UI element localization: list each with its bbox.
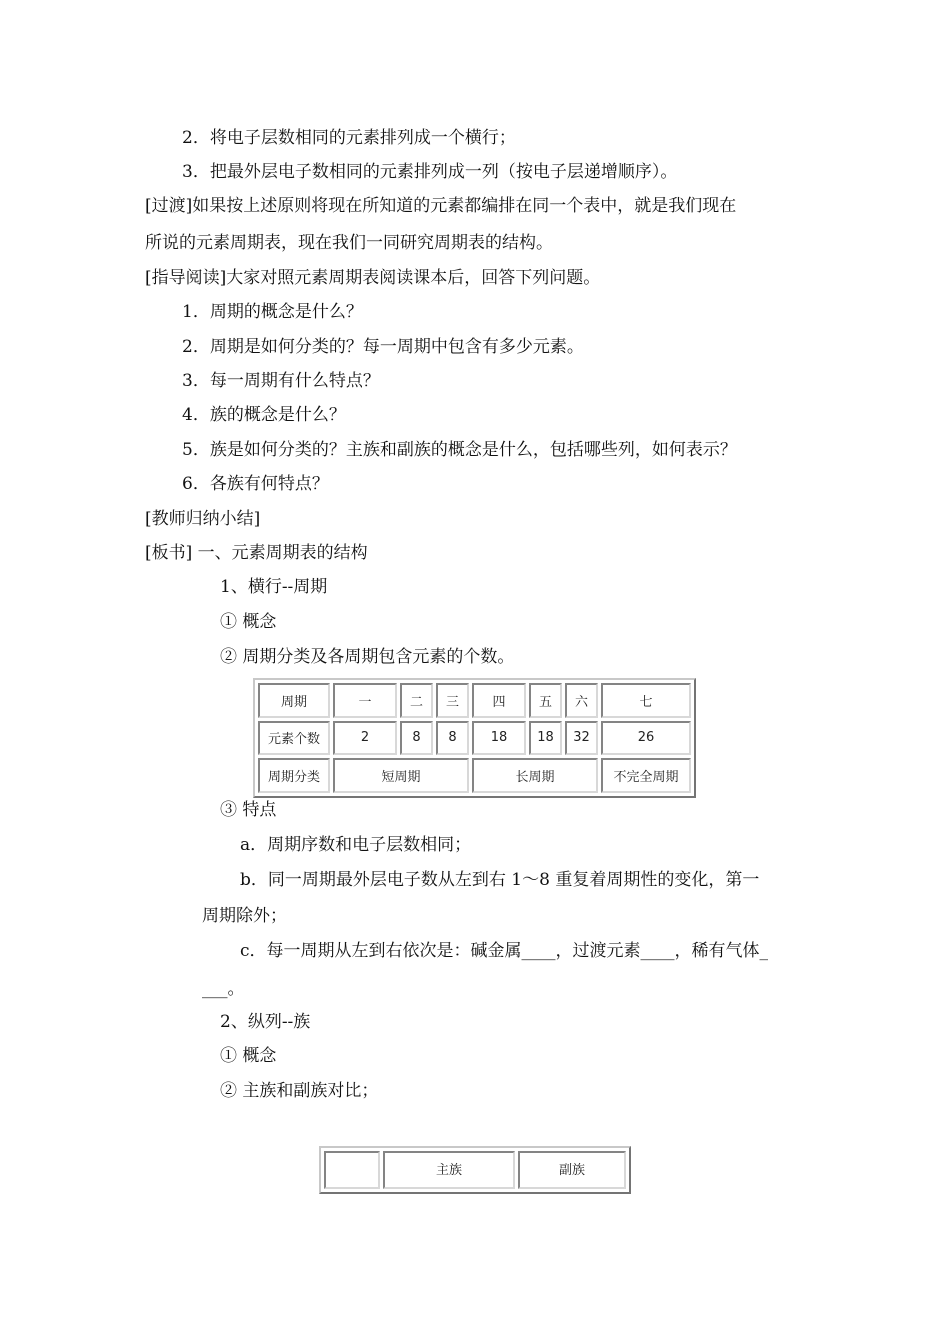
text-line: 1．周期的概念是什么？: [182, 302, 363, 322]
group-table: [319, 1146, 631, 1194]
table-row: [324, 1151, 626, 1189]
table-cell: 六: [565, 683, 598, 718]
table-cell: 不完全周期: [601, 758, 691, 793]
text-line: 5．族是如何分类的？主族和副族的概念是什么，包括哪些列，如何表示？: [182, 440, 737, 460]
table-cell: 四: [472, 683, 526, 718]
table-cell: 一: [333, 683, 397, 718]
table-row: [258, 758, 691, 793]
text-line: 所说的元素周期表，现在我们一同研究周期表的结构。: [145, 233, 553, 253]
text-line: 2、纵列--族: [220, 1012, 311, 1032]
text-line: 3．每一周期有什么特点？: [182, 371, 380, 391]
text-line: ③ 特点: [220, 800, 277, 820]
text-line: c．每一周期从左到右依次是：碱金属____，过渡元素____，稀有气体_: [240, 941, 769, 961]
table-cell: 26: [601, 721, 691, 756]
table-cell: 短周期: [333, 758, 469, 793]
table-cell: 长周期: [472, 758, 598, 793]
text-line: [板书] 一、元素周期表的结构: [145, 543, 368, 563]
table-row: [258, 721, 691, 756]
text-line: [指导阅读]大家对照元素周期表阅读课本后，回答下列问题。: [145, 268, 601, 288]
text-line: ① 概念: [220, 612, 277, 632]
text-line: ① 概念: [220, 1046, 277, 1066]
text-line: b．同一周期最外层电子数从左到右 1～8 重复着周期性的变化，第一: [240, 870, 760, 890]
table-cell: 五: [529, 683, 562, 718]
table-cell: 二: [400, 683, 433, 718]
table-cell: 主族: [383, 1151, 515, 1189]
text-line: 4．族的概念是什么？: [182, 405, 346, 425]
table-cell: 18: [529, 721, 562, 756]
table-cell: 副族: [518, 1151, 626, 1189]
table-cell: 8: [400, 721, 433, 756]
table-cell: 周期分类: [258, 758, 330, 793]
table-cell: 2: [333, 721, 397, 756]
table-cell: 周期: [258, 683, 330, 718]
table-cell: 七: [601, 683, 691, 718]
text-line: [教师归纳小结]: [145, 509, 261, 529]
table-cell: 三: [436, 683, 469, 718]
table-cell: [324, 1151, 380, 1189]
text-line: 1、横行--周期: [220, 577, 328, 597]
text-line: ___。: [202, 979, 245, 999]
table-cell: 8: [436, 721, 469, 756]
table-cell: 元素个数: [258, 721, 330, 756]
text-line: a．周期序数和电子层数相同；: [240, 835, 472, 855]
table-row: [258, 683, 691, 718]
text-line: 6．各族有何特点？: [182, 474, 329, 494]
table-cell: 32: [565, 721, 598, 756]
text-line: [过渡]如果按上述原则将现在所知道的元素都编排在同一个表中，就是我们现在: [145, 196, 737, 216]
text-line: 2．周期是如何分类的？每一周期中包含有多少元素。: [182, 337, 584, 357]
table-cell: 18: [472, 721, 526, 756]
text-line: ② 主族和副族对比；: [220, 1081, 379, 1101]
period-table: [253, 678, 696, 798]
text-line: 2．将电子层数相同的元素排列成一个横行；: [182, 128, 516, 148]
text-line: 3．把最外层电子数相同的元素排列成一列（按电子层递增顺序）。: [182, 162, 678, 182]
text-line: 周期除外；: [202, 906, 287, 926]
text-line: ② 周期分类及各周期包含元素的个数。: [220, 647, 515, 667]
